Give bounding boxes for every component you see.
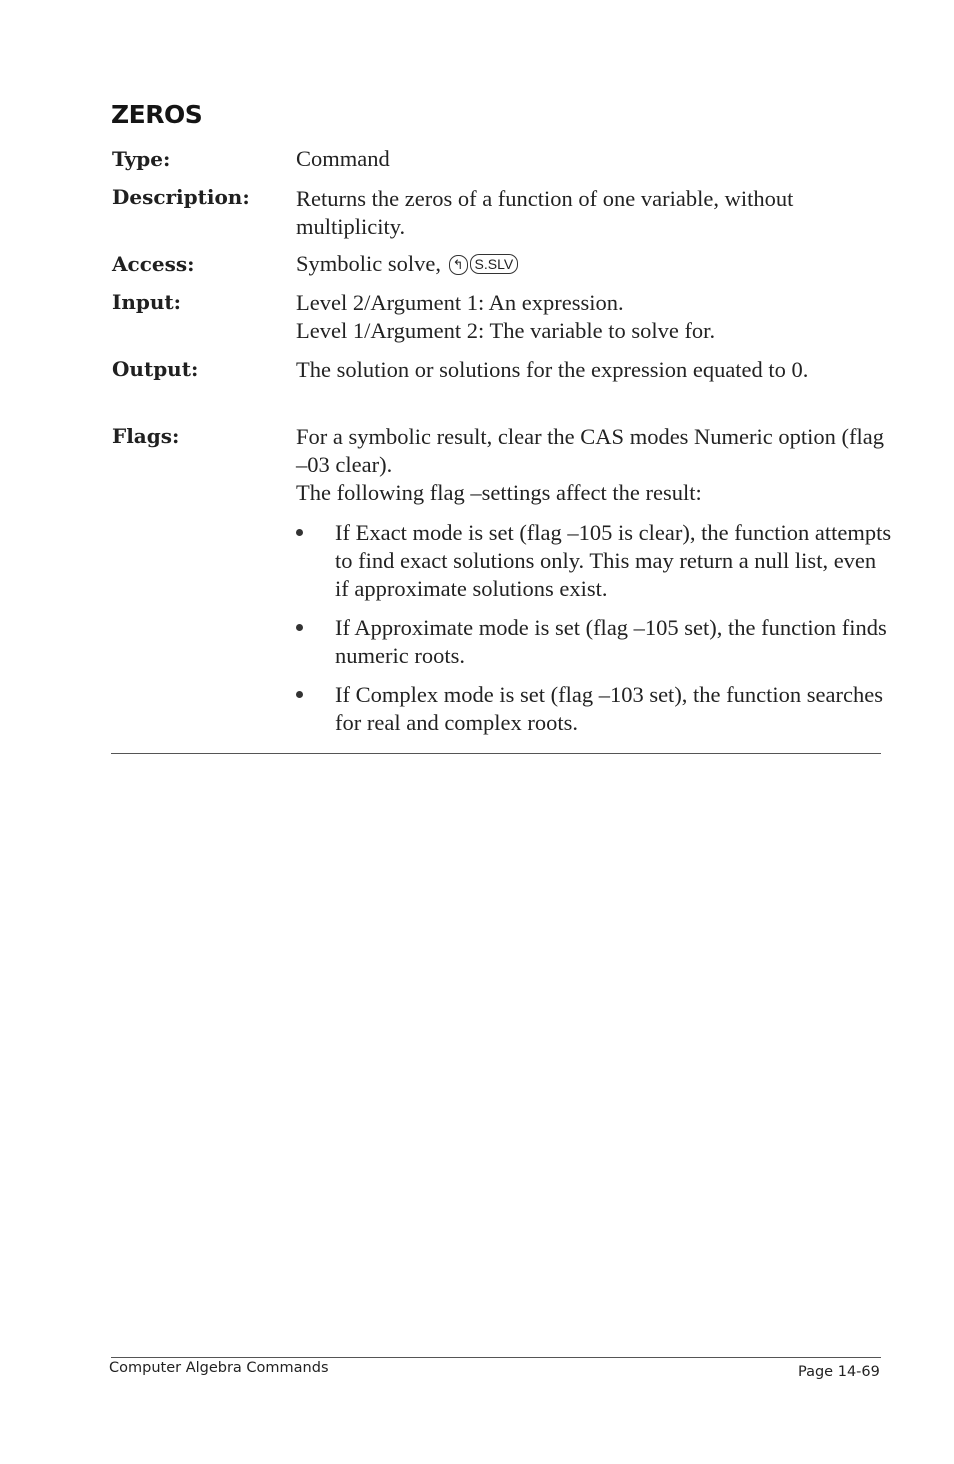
access-label: Access: (112, 252, 195, 276)
footer-section-title: Computer Algebra Commands (109, 1360, 329, 1376)
bullet-icon (296, 691, 303, 698)
flags-label: Flags: (112, 424, 180, 448)
type-label: Type: (112, 147, 171, 171)
bullet-text: If Approximate mode is set (flag –105 set), the function finds numeric roots. (335, 615, 887, 668)
bullet-icon (296, 624, 303, 631)
type-value: Command (296, 146, 390, 171)
access-text: Symbolic solve, (296, 251, 441, 276)
footer-page-number: Page 14-69 (798, 1364, 880, 1380)
footer-divider (111, 1357, 881, 1358)
input-line-1: Level 2/Argument 1: An expression. (296, 290, 624, 315)
page-title: ZEROS (111, 100, 203, 129)
description-label: Description: (112, 185, 250, 209)
left-shift-key-icon: ↰ (449, 255, 468, 275)
output-value: The solution or solutions for the expression equated to 0. (296, 357, 809, 382)
flags-line-2: The following flag –settings affect the result: (296, 480, 702, 505)
description-value: Returns the zeros of a function of one variable, without multiplicity. (296, 186, 794, 239)
bullet-icon (296, 529, 303, 536)
flags-line-1: For a symbolic result, clear the CAS modes Numeric option (flag –03 clear). (296, 424, 884, 477)
flags-value (296, 423, 896, 507)
input-line-2: Level 1/Argument 2: The variable to solve for. (296, 318, 716, 343)
bullet-text: If Exact mode is set (flag –105 is clear), the function attempts to find exact solutions only. This may return a null list, even if approximate solutions exist. (335, 520, 892, 601)
access-value (296, 250, 896, 278)
section-divider (111, 753, 881, 754)
bullet-text: If Complex mode is set (flag –103 set), the function searches for real and complex roots. (335, 682, 883, 735)
output-label: Output: (112, 357, 199, 381)
input-label: Input: (112, 290, 182, 314)
input-value (296, 289, 896, 345)
s-slv-key: S.SLV (470, 254, 519, 274)
